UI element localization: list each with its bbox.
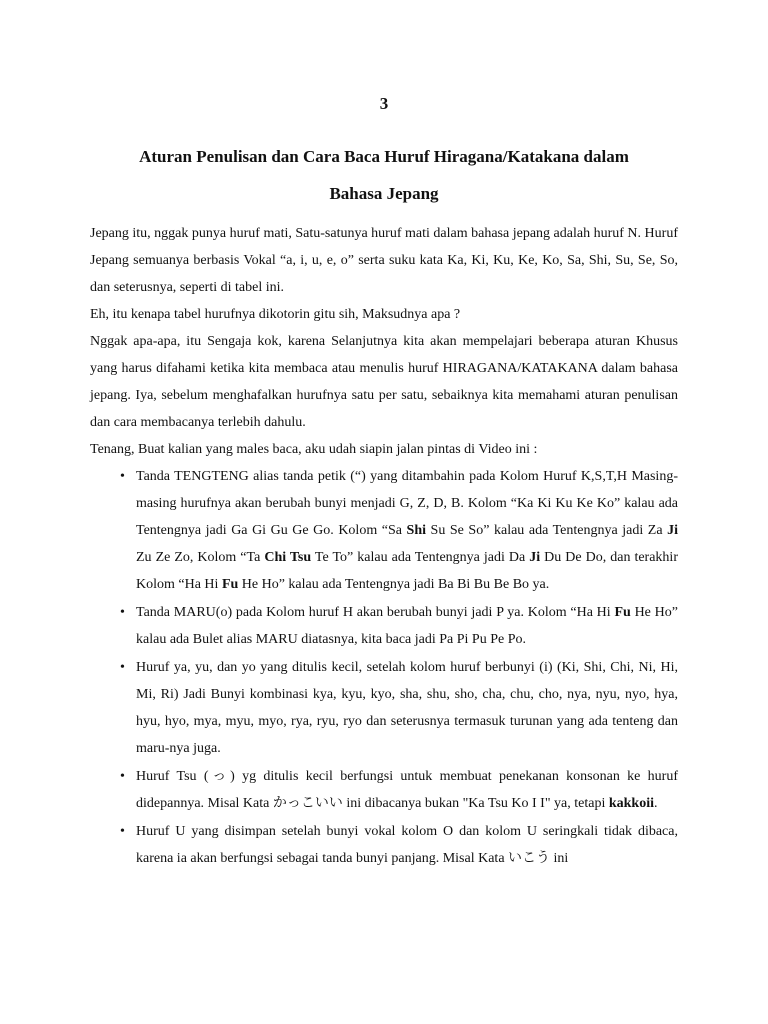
bullet-icon: •	[120, 660, 125, 675]
list-item	[90, 763, 678, 817]
paragraph: Tenang, Buat kalian yang males baca, aku udah siapin jalan pintas di Video ini :	[90, 442, 538, 457]
bullet-icon: •	[120, 469, 125, 484]
rules-list	[90, 463, 678, 872]
bullet-icon: •	[120, 605, 125, 620]
list-item	[90, 654, 678, 762]
bullet-icon: •	[120, 769, 125, 784]
list-item-text: Huruf ya, yu, dan yo yang ditulis kecil, setelah kolom huruf berbunyi (i) (Ki, Shi, Chi, Ni, Hi, Mi, Ri) Jadi Bunyi kombinasi kya, kyu, kyo, sha, shu, sho, cha, chu, cho, nya, nyu, nyo, hya, hyu, hyo, mya, myu, myo, rya, ryu, ryo dan seterusnya termasuk turunan yang ada tenteng dan maru-nya juga.	[136, 660, 678, 756]
paragraph: Eh, itu kenapa tabel hurufnya dikotorin gitu sih, Maksudnya apa ?	[90, 307, 461, 322]
chapter-title-line-2: Bahasa Jepang	[329, 184, 439, 203]
paragraph: Nggak apa-apa, itu Sengaja kok, karena Selanjutnya kita akan mempelajari beberapa aturan Khusus yang harus difahami ketika kita membaca atau menulis huruf HIRAGANA/KATAKANA dalam bahasa jepang. Iya, sebelum menghafalkan hurufnya satu per satu, sebaiknya kita memahami aturan penulisan dan cara membacanya terlebih dahulu.	[90, 334, 678, 430]
chapter-title-line-1: Aturan Penulisan dan Cara Baca Huruf Hiragana/Katakana dalam	[139, 147, 629, 166]
bullet-icon: •	[120, 824, 125, 839]
chapter-title	[90, 138, 678, 212]
chapter-number: 3	[379, 94, 389, 113]
list-item-text: Huruf U yang disimpan setelah bunyi vokal kolom O dan kolom U seringkali tidak dibaca, karena ia akan berfungsi sebagai tanda bunyi panjang. Misal Kata いこう ini	[136, 824, 678, 866]
list-item-text: Tanda MARU(o) pada Kolom huruf H akan berubah bunyi jadi P ya. Kolom “Ha Hi Fu He Ho” kalau ada Bulet alias MARU diatasnya, kita baca jadi Pa Pi Pu Pe Po.	[136, 605, 678, 647]
list-item-text: Tanda TENGTENG alias tanda petik (“) yang ditambahin pada Kolom Huruf K,S,T,H Masing-masing hurufnya akan berubah bunyi menjadi G, Z, D, B. Kolom “Ka Ki Ku Ke Ko” kalau ada Tentengnya jadi Ga Gi Gu Ge Go. Kolom “Sa Shi Su Se So” kalau ada Tentengnya jadi Za Ji Zu Ze Zo, Kolom “Ta Chi Tsu Te To” kalau ada Tentengnya jadi Da Ji Du De Do, dan terakhir Kolom “Ha Hi Fu He Ho” kalau ada Tentengnya jadi Ba Bi Bu Be Bo ya.	[136, 469, 678, 592]
list-item-text: Huruf Tsu (っ) yg ditulis kecil berfungsi untuk membuat penekanan konsonan ke huruf didepannya. Misal Kata かっこいい ini dibacanya bukan "Ka Tsu Ko I I" ya, tetapi kakkoii.	[136, 769, 678, 811]
list-item	[90, 463, 678, 598]
list-item	[90, 599, 678, 653]
paragraph: Jepang itu, nggak punya huruf mati, Satu-satunya huruf mati dalam bahasa jepang adalah huruf N. Huruf Jepang semuanya berbasis Vokal “a, i, u, e, o” serta suku kata Ka, Ki, Ku, Ke, Ko, Sa, Shi, Su, Se, So, dan seterusnya, seperti di tabel ini.	[90, 226, 678, 295]
document-body	[90, 220, 678, 873]
list-item	[90, 818, 678, 872]
